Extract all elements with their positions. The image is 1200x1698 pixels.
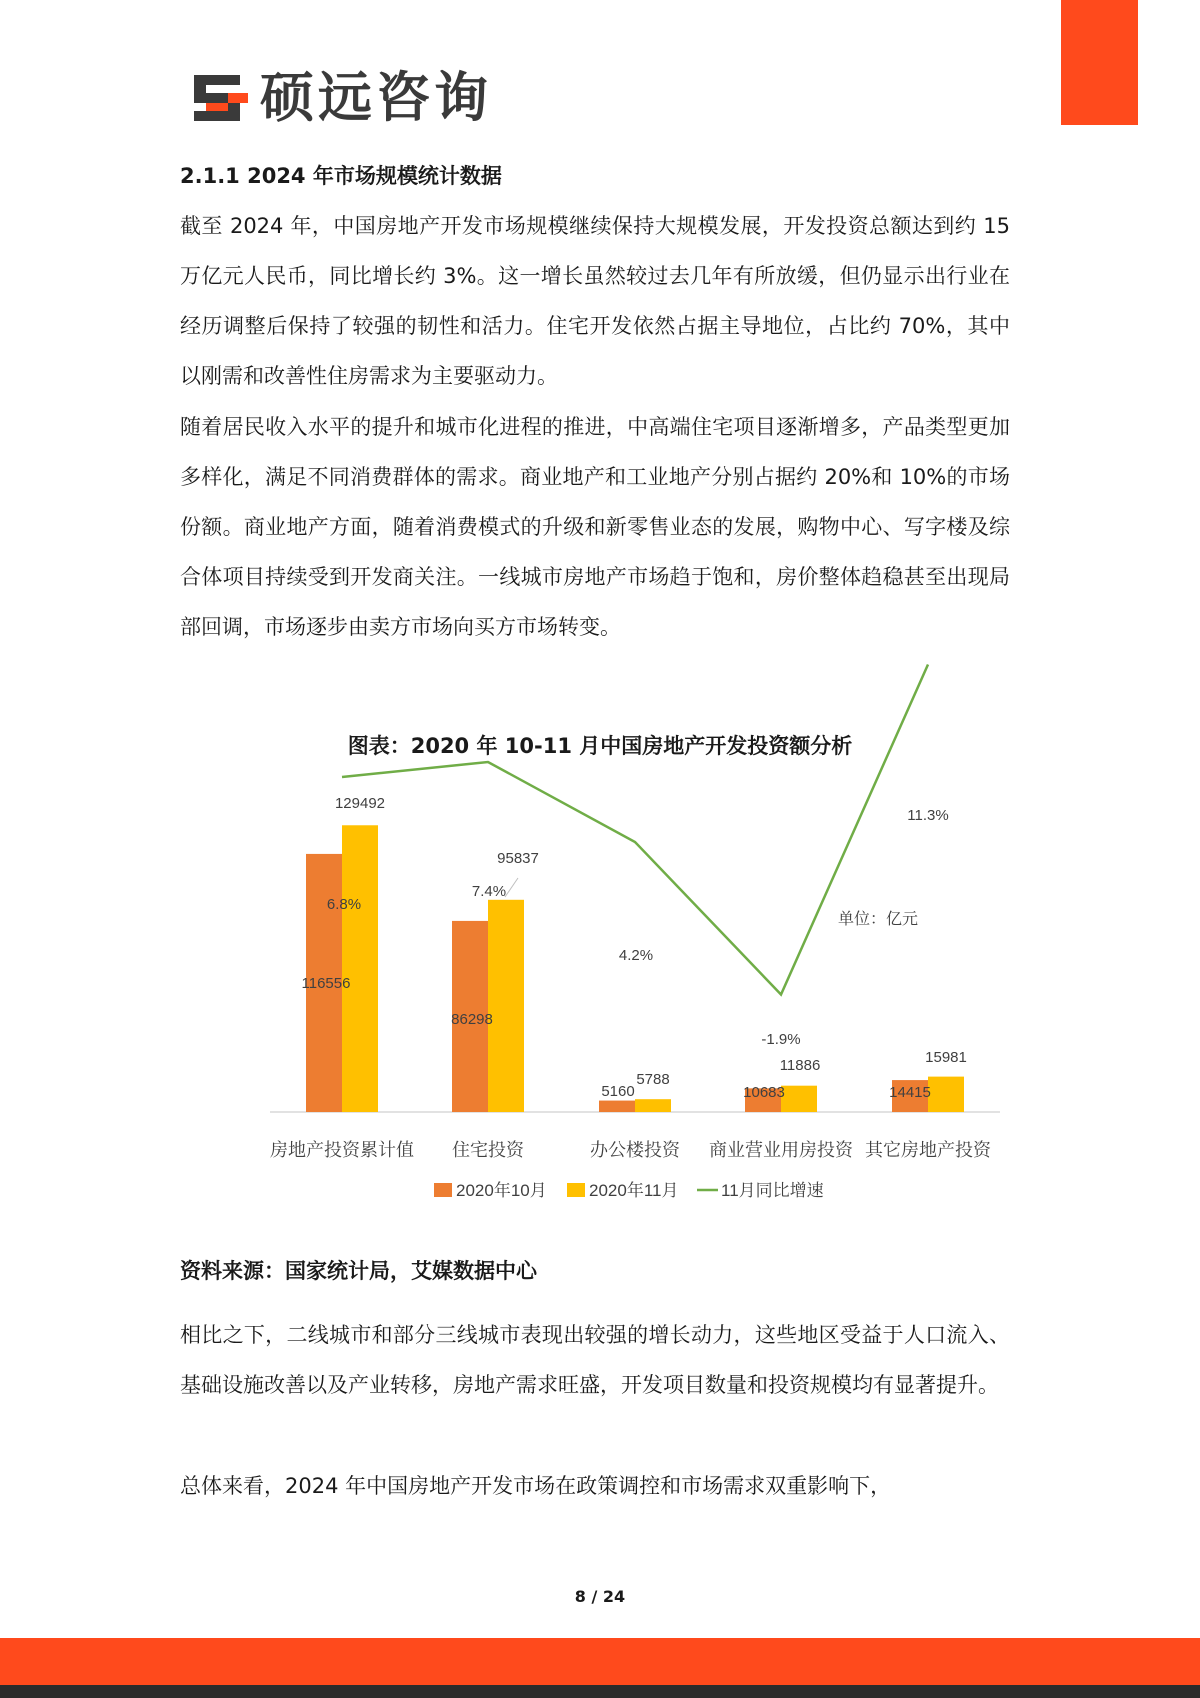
bar-nov-0 — [342, 825, 378, 1112]
data-label-oct-0: 116556 — [301, 975, 351, 992]
data-label-rate-4: 11.3% — [907, 807, 949, 824]
page-number: 8 / 24 — [574, 1587, 626, 1606]
data-label-oct-1: 86298 — [451, 1011, 493, 1028]
source-note: 资料来源：国家统计局，艾媒数据中心 — [180, 1259, 537, 1283]
data-label-oct-2: 5160 — [601, 1083, 635, 1100]
bar-nov-3 — [781, 1086, 817, 1112]
data-label-rate-2: 4.2% — [618, 947, 654, 964]
data-label-nov-3: 11886 — [779, 1057, 821, 1074]
chart-title: 图表：2020 年 10-11 月中国房地产开发投资额分析 — [347, 734, 853, 758]
data-label-nov-0: 129492 — [334, 795, 386, 812]
category-label-1: 住宅投资 — [452, 1140, 524, 1160]
data-label-nov-1: 95837 — [497, 850, 539, 867]
category-label-4: 其它房地产投资 — [865, 1140, 991, 1160]
paragraph-1: 截至 2024 年，中国房地产开发市场规模继续保持大规模发展，开发投资总额达到约 15 万亿元人民币，同比增长约 3%。这一增长虽然较过去几年有所放缓，但仍显示出行业在经历调整后保持了较强的韧性和活力。住宅开发依然占据主导地位，占比约 70%，其中以刚需和改善性住房需求为主要驱动力。 — [180, 214, 1010, 388]
bar-nov-4 — [928, 1077, 964, 1112]
category-label-2: 办公楼投资 — [590, 1140, 680, 1160]
brand-name: 硕远咨询 — [260, 66, 492, 129]
category-label-0: 房地产投资累计值 — [270, 1140, 414, 1160]
legend-label-nov: 2020年11月 — [589, 1181, 679, 1200]
data-label-rate-1: 7.4% — [471, 883, 507, 900]
data-label-nov-2: 5788 — [636, 1071, 670, 1088]
legend-swatch-nov — [567, 1183, 585, 1197]
paragraph-3: 相比之下，二线城市和部分三线城市表现出较强的增长动力，这些地区受益于人口流入、基础设施改善以及产业转移，房地产需求旺盛，开发项目数量和投资规模均有显著提升。 — [180, 1323, 1010, 1397]
legend-label-oct: 2020年10月 — [456, 1181, 547, 1200]
data-label-oct-3: 10683 — [743, 1084, 785, 1101]
paragraph-4: 总体来看，2024 年中国房地产开发市场在政策调控和市场需求双重影响下， — [180, 1474, 892, 1498]
data-label-rate-0: 6.8% — [326, 896, 362, 913]
bar-oct-2 — [599, 1101, 635, 1112]
legend-swatch-oct — [434, 1183, 452, 1197]
label-leader-line — [505, 878, 518, 897]
growth-line — [342, 665, 928, 995]
data-label-oct-4: 14415 — [889, 1084, 931, 1101]
legend-label-rate: 11月同比增速 — [721, 1181, 824, 1200]
data-label-nov-4: 15981 — [925, 1049, 967, 1066]
section-title: 2.1.1 2024 年市场规模统计数据 — [180, 164, 502, 188]
bar-nov-2 — [635, 1099, 671, 1112]
footer-band — [0, 1638, 1200, 1685]
footer-strip — [0, 1685, 1200, 1698]
paragraph-2: 随着居民收入水平的提升和城市化进程的推进，中高端住宅项目逐渐增多，产品类型更加多样化，满足不同消费群体的需求。商业地产和工业地产分别占据约 20%和 10%的市场份额。商业地产方面，随着消费模式的升级和新零售业态的发展，购物中心、写字楼及综合体项目持续受到开发商关注。一线城市房地产市场趋于饱和，房价整体趋稳甚至出现局部回调，市场逐步由卖方市场向买方市场转变。 — [180, 415, 1010, 639]
data-label-rate-3: -1.9% — [761, 1031, 801, 1048]
category-label-3: 商业营业用房投资 — [709, 1140, 853, 1160]
bar-nov-1 — [488, 900, 524, 1112]
unit-note: 单位：亿元 — [837, 911, 919, 928]
